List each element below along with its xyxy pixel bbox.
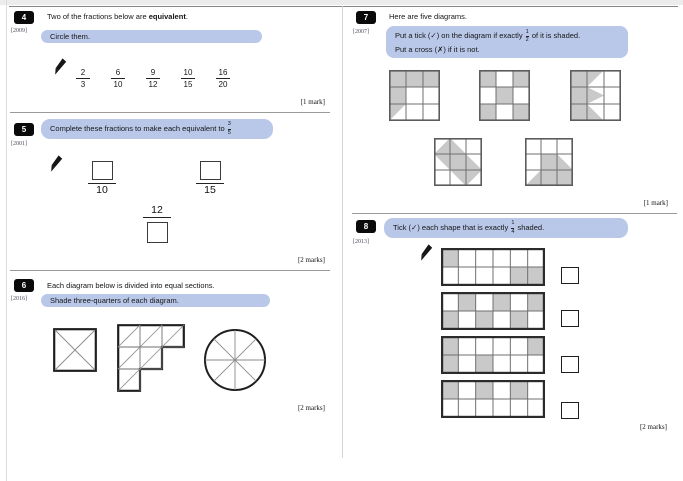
circle-8-sectors-diagram[interactable] xyxy=(203,328,267,397)
answer-fraction-over-10 xyxy=(88,161,116,196)
pencil-icon xyxy=(51,155,63,177)
answer-box-numerator-1[interactable] xyxy=(92,161,113,180)
answer-fraction-12-over xyxy=(143,204,171,243)
q8-checkbox-2[interactable] xyxy=(561,310,579,327)
question-6-id-tag: [2016] xyxy=(11,296,27,302)
fraction-options xyxy=(76,68,230,89)
pencil-icon xyxy=(421,244,433,266)
question-4-number: 4 xyxy=(21,13,27,22)
q7-diagram-1[interactable] xyxy=(389,70,440,121)
question-4-badge xyxy=(14,11,34,24)
quarter-fraction: $\frac{1}{4}$ xyxy=(511,220,515,235)
question-7-text: Here are five diagrams. xyxy=(389,12,467,21)
question-8-instruction: Tick (✓) each shape that is exactly $\frac{1}{4}$ shaded. xyxy=(393,220,545,235)
question-5-badge xyxy=(14,123,34,136)
question-7-badge xyxy=(356,11,376,24)
pencil-icon xyxy=(55,58,67,80)
question-4-text-bold: equivalent xyxy=(148,12,186,21)
question-7-instruction-pill xyxy=(386,26,628,58)
separator-q5-q6 xyxy=(10,270,330,271)
question-5-marks: [2 marks] xyxy=(297,256,325,264)
top-rule xyxy=(9,6,678,7)
q8-checkbox-3[interactable] xyxy=(561,356,579,373)
question-6-number: 6 xyxy=(21,281,27,290)
half-fraction: $\frac{1}{2}$ xyxy=(525,28,529,43)
page-left-edge xyxy=(6,0,7,481)
question-4-text xyxy=(47,12,188,21)
q7-diagram-4[interactable] xyxy=(434,138,482,186)
question-6-badge xyxy=(14,279,34,292)
column-divider xyxy=(342,6,343,458)
q8-shape-1 xyxy=(441,248,545,286)
fraction-option-5[interactable]: 16 20 xyxy=(216,68,230,89)
question-6-instruction: Shade three-quarters of each diagram. xyxy=(50,296,179,305)
fraction-option-3[interactable]: 9 12 xyxy=(146,68,160,89)
q7-diagram-3[interactable] xyxy=(570,70,621,121)
question-4-text-suffix: . xyxy=(185,12,188,21)
numerator-12: 12 xyxy=(151,204,163,216)
question-6-text: Each diagram below is divided into equal sections. xyxy=(47,281,215,290)
question-7-marks: [1 mark] xyxy=(643,199,668,207)
question-4-instruction-pill xyxy=(41,30,262,43)
question-5-instruction-pill xyxy=(41,119,273,139)
q8-shape-3 xyxy=(441,336,545,374)
question-5-number: 5 xyxy=(21,125,27,134)
question-6-instruction-pill xyxy=(41,294,270,307)
fraction-option-1[interactable]: 2 3 xyxy=(76,68,90,89)
separator-q4-q5 xyxy=(10,112,330,113)
question-8-number: 8 xyxy=(363,222,369,231)
question-4-marks: [1 mark] xyxy=(300,98,325,106)
question-8-marks: [2 marks] xyxy=(639,423,667,431)
fraction-option-4[interactable]: 10 15 xyxy=(181,68,195,89)
q8-checkbox-1[interactable] xyxy=(561,267,579,284)
fraction-option-2[interactable]: 6 10 xyxy=(111,68,125,89)
question-8-badge xyxy=(356,220,376,233)
question-6-marks: [2 marks] xyxy=(297,404,325,412)
question-4-instruction: Circle them. xyxy=(50,32,91,41)
top-margin-strip xyxy=(0,0,683,5)
question-7-instruction-line2: Put a cross (✗) if it is not. xyxy=(395,44,480,54)
question-5-instruction: Complete these fractions to make each equivalent to $\frac{3}{5}$ xyxy=(50,121,231,136)
question-7-number: 7 xyxy=(363,13,369,22)
separator-q7-q8 xyxy=(352,213,677,214)
fraction-bar xyxy=(143,217,171,218)
answer-box-numerator-2[interactable] xyxy=(200,161,221,180)
q8-shape-2 xyxy=(441,292,545,330)
question-7-instruction-line1: Put a tick (✓) on the diagram if exactly $\frac{1}{2}$ of it is shaded. xyxy=(395,28,581,43)
denominator-15: 15 xyxy=(204,184,216,196)
question-8-id-tag: [2013] xyxy=(353,239,369,245)
answer-box-denominator-3[interactable] xyxy=(147,222,168,243)
q7-diagram-2[interactable] xyxy=(479,70,530,121)
q8-shape-4 xyxy=(441,380,545,418)
question-4-id-tag: [2009] xyxy=(11,28,27,34)
question-7-id-tag: [2007] xyxy=(353,29,369,35)
target-fraction: $\frac{3}{5}$ xyxy=(227,121,231,136)
question-5-id-tag: [2001] xyxy=(11,141,27,147)
denominator-10: 10 xyxy=(96,184,108,196)
question-4-text-prefix: Two of the fractions below are xyxy=(47,12,149,21)
q7-diagram-5[interactable] xyxy=(525,138,573,186)
answer-fraction-over-15 xyxy=(196,161,224,196)
q8-checkbox-4[interactable] xyxy=(561,402,579,419)
staircase-of-triangles-diagram[interactable] xyxy=(117,324,185,397)
question-8-instruction-pill xyxy=(384,218,628,238)
square-with-diagonals-diagram[interactable] xyxy=(53,328,97,377)
